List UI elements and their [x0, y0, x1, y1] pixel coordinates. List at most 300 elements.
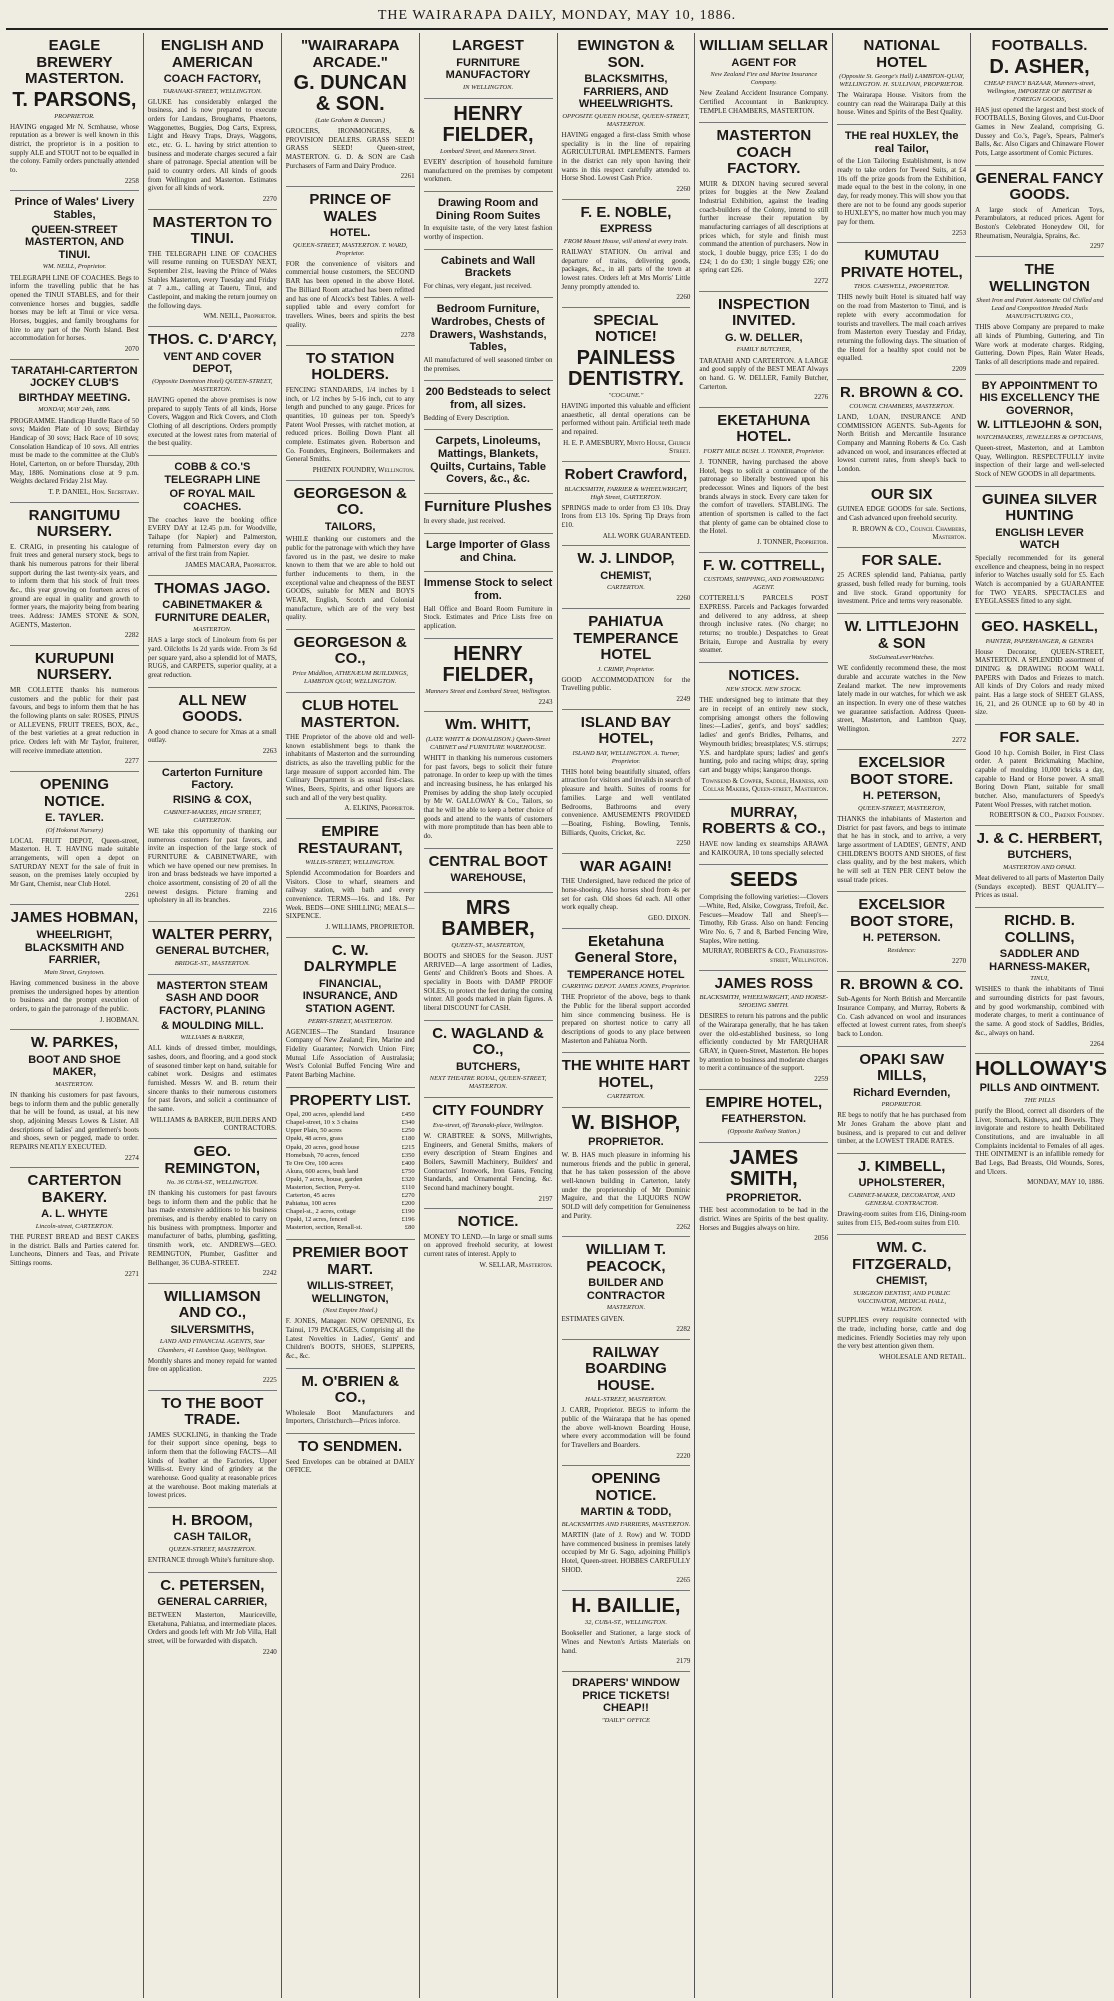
- advert-heading: JAMES SMITH,: [729, 1146, 799, 1190]
- advert-signature: GEO. DIXON.: [648, 914, 691, 923]
- advert-signature: R. BROWN & CO., Council Chambers, Masterton.: [852, 524, 967, 542]
- advert-body: PROGRAMME. Handicap Hurdle Race of 50 sovs; Maiden Plate of 10 sovs; Birthday Handicap of 30 sovs; Hack Race of 10 sovs; Consolation Handicap of 10 sovs. All entries must be made to the committee at the Club's Hotel, Carterton, on or before Thursday, 20th May, 1886. Nominations close at 9 p.m. Weights declared Friday 21st May.: [10, 416, 139, 486]
- advert-heading: OPENING NOTICE.: [39, 776, 110, 810]
- advert-subheading: Residence:: [887, 946, 916, 954]
- advert-signature: W. SELLAR, Masterton.: [479, 1260, 553, 1269]
- advertisement: [975, 257, 1104, 375]
- advert-heading: Immense Stock to select from.: [423, 577, 553, 602]
- property-row: [286, 1160, 415, 1168]
- advert-subheading: BLACKSMITH, WHEELWRIGHT, AND HORSE-SHOEING SMITH.: [699, 994, 829, 1010]
- advert-body: WISHES to thank the inhabitants of Tinui and surrounding districts for past favours, and by good workmanship, combined with moderate charges, to merit a continuance of the same. A good stock of Saddles, Bridles, &c., always on hand.: [975, 985, 1104, 1037]
- property-description: Opaki, 7 acres, house, garden: [285, 1175, 363, 1183]
- advert-body: RAILWAY STATION. On arrival and departure of trains, delivering goods, packages, &c., in all parts of the town at lowest rates. Orders left at Mrs Morris' Little Jenny promptly attended to.: [561, 247, 691, 291]
- advert-heading: 200 Bedsteads to select from, all sizes.: [425, 386, 551, 412]
- advert-subheading: Main Street, Greytown.: [44, 968, 105, 976]
- property-price: £180: [401, 1135, 415, 1143]
- column-6: [695, 33, 833, 1998]
- advert-body: GOOD ACCOMMODATION for the Travelling public.: [561, 675, 691, 693]
- advertisement: [424, 298, 553, 381]
- advert-heading: WAR AGAIN!: [579, 857, 672, 875]
- advert-heading: WALTER PERRY,: [152, 925, 273, 943]
- advert-subheading: (Of Hokonui Nursery): [45, 826, 104, 834]
- advert-signature: J. WILLIAMS, PROPRIETOR.: [325, 923, 415, 932]
- advertisement: [975, 375, 1104, 487]
- advert-subheading: (LATE WHITT & DONALDSON.) Queen-Street CABINET and FURNITURE WAREHOUSE.: [425, 735, 551, 751]
- advert-heading: H. BROOM,: [171, 1511, 253, 1529]
- advert-subheading: PAINTER, PAPERHANGER, & GENERA: [985, 637, 1094, 645]
- advert-body: MR COLLETTE thanks his numerous customers and the public for their past favours, and begs to inform them that he has the following plants on sale: ROSES, PINUS or ALLEVENS, FRUIT TREES, BOX, &c., of the best varieties at a great reduction in price. Orders left with Mr Taylor, fruiterer, will receive immediate attention.: [10, 685, 139, 755]
- advert-heading: MASTERTON STEAM SASH AND DOOR FACTORY, PLANING: [156, 979, 268, 1018]
- advertisement: [10, 191, 139, 359]
- advert-body: COTTERELL'S PARCELS POST EXPRESS. Parcels and Packages forwarded and delivered to any address, at sheep through inclusive rates. (No charge; no returns; no trouble.) Despatches to Great Britain, Europe and Australia by every steamer.: [699, 594, 829, 655]
- advert-body: HAS just opened the largest and best stock of FOOTBALLS, Boxing Gloves, and Cut-Door Games in New Zealand, comprising G. Dussey and Co.'s, Page's, Spears, Palmer's Balls, &c. Also Cigars and Chinaware Flower Pots, Large assortment of Comic Pictures.: [975, 105, 1104, 157]
- advert-signature: 2261: [400, 172, 415, 181]
- advert-signature: ALL WORK GUARANTEED.: [602, 531, 691, 540]
- advert-heading: BY APPOINTMENT TO HIS EXCELLENCY THE GOVERNOR,: [979, 379, 1100, 417]
- advert-heading: MRS BAMBER,: [441, 896, 535, 940]
- advertisement: [10, 772, 139, 905]
- property-row: [286, 1168, 415, 1176]
- advert-signature: 2260: [676, 594, 691, 603]
- advert-body: GUINEA EDGE GOODS for sale. Sections, and Cash advanced upon freehold security.: [837, 505, 967, 522]
- advertisement: [148, 456, 277, 576]
- property-row: [286, 1208, 415, 1216]
- advert-body: MONEY TO LEND.—In large or small sums on approved freehold security, at lowest current rates of interest. Apply to: [423, 1232, 553, 1259]
- advert-title: A. L. WHYTE: [41, 1208, 108, 1221]
- advertisement: [286, 1369, 415, 1434]
- property-price: £270: [401, 1191, 415, 1199]
- advert-heading: SPECIAL NOTICE!: [593, 311, 659, 346]
- advert-signature: T. P. DANIEL, Hon. Secretary.: [48, 487, 139, 496]
- advert-subheading: Lombard Street, and Manners Street.: [440, 147, 537, 155]
- advertisement: [562, 1108, 691, 1237]
- advert-title: H. PETERSON.: [862, 932, 941, 945]
- advert-heading: RANGITUMU NURSERY.: [28, 506, 121, 541]
- advertisement: [286, 1434, 415, 1482]
- property-row: [286, 1144, 415, 1152]
- advert-body: F. JONES, Manager. NOW OPENING, Ex Tainui, 179 PACKAGES, Comprising all the Latest Novelties in Ladies', Gents' and Children's BOOTS, SHOES, SLIPPERS, &c., &c.: [285, 1317, 415, 1361]
- advertisement: [286, 938, 415, 1088]
- advertisement: [837, 750, 966, 892]
- advert-signature: 2272: [814, 277, 829, 286]
- advertisement: [148, 327, 277, 456]
- advert-body: BOOTS and SHOES for the Season. JUST ARRIVED—A large assortment of Ladies, Gents' and Children's Boots and Shoes. A speciality in Boots with DAMP PROOF SOLES, to protect the feet during the coming winter. All goods marked in plain figures. A liberal DISCOUNT for CASH.: [423, 951, 553, 1012]
- advert-subheading: Lincoln-street, CARTERTON.: [35, 1223, 114, 1231]
- advert-body: IN thanking his customers for past favours begs to inform them and the public that he has made extensive additions to his business premises, and is thereby enabled to carry on his business with promptness. Importer and manufacturer of baths, plumbing, gasfitting, tinsmith work, etc. ANDREWS—GEO. REMINGTON, Plumber, Gasfitter and Bellhanger, 36 CUBA-STREET.: [147, 1189, 277, 1267]
- advertisement: [837, 972, 966, 1047]
- advert-body: BETWEEN Masterton, Mauriceville, Eketahuna, Pahiatua, and intermediate places. Orders and goods left with Mr Job Villa, Hall street, will be forwarded with dispatch.: [147, 1610, 277, 1645]
- property-description: Te Ore Ore, 100 acres: [285, 1159, 343, 1167]
- advert-body: HAS a large stock of Linoleum from 6s per yard. Oilcloths 1s 2d yards wide. From 3s 6d per square yard, also a splendid lot of MATS, RUGS, and CARPETS, superior quality, at a great reduction.: [147, 636, 277, 680]
- advert-heading: F. E. NOBLE,: [580, 203, 672, 221]
- advert-subheading: CARTERTON.: [606, 1093, 645, 1101]
- advertisement: [975, 908, 1104, 1054]
- advert-title: & MOULDING MILL.: [160, 1019, 264, 1032]
- advert-title: PROPRIETOR.: [726, 1191, 802, 1204]
- advert-heading: GENERAL FANCY GOODS.: [975, 169, 1104, 204]
- advert-body: WE confidently recommend these, the most durable and accurate watches in the New Zealand market. The new improvements lately made in our watches, for which we ask an inspection. In every one of these watches we guarantee satisfaction. Address Queen-street, Masterton, and Lambton Quay, Wellington.: [837, 664, 967, 733]
- advert-signature: JAMES MACARA, Proprietor.: [185, 560, 277, 569]
- advert-heading: THE real HUXLEY, the real Tailor,: [844, 130, 959, 155]
- advertisement: [10, 360, 139, 503]
- advert-heading: "WAIRARAPA ARCADE.": [300, 37, 400, 71]
- advert-heading: Wm. WHITT,: [445, 716, 531, 734]
- advertisement: [699, 553, 828, 663]
- advert-signature: 2216: [262, 906, 277, 915]
- property-price: £190: [401, 1207, 415, 1215]
- advert-title: G. W. DELLER,: [725, 331, 803, 344]
- advert-heading: CLUB HOTEL MASTERTON.: [300, 697, 400, 731]
- advertisement: [562, 546, 691, 609]
- advert-signature: Townsend & Cowper, Saddle, Harness, and Collar Makers, Queen-street, Masterton.: [701, 776, 829, 794]
- advertisement: [562, 1053, 691, 1108]
- advert-heading: OPENING NOTICE.: [591, 1470, 661, 1504]
- advert-heading: COBB & CO.'S TELEGRAPH LINE: [164, 461, 261, 486]
- advert-signature: 2271: [124, 1269, 139, 1278]
- advert-body: J. CARR, Proprietor. BEGS to inform the public of the Wairarapa that he has opened the above well-known Boarding House, where every accommodation will be found for Travellers and Boarders.: [561, 1406, 691, 1450]
- advertisement: [286, 1088, 415, 1240]
- advert-heading: OPAKI SAW MILLS,: [859, 1050, 945, 1085]
- advertisement: [424, 1098, 553, 1209]
- advert-title: RISING & COX,: [172, 794, 252, 807]
- advert-signature: ROBERTSON & CO., Phœnix Foundry.: [989, 811, 1104, 820]
- advert-body: FENCING STANDARDS, 1/4 inches by 1 inch, or 1/2 inches by 5-16 inch, cut to any length and punched to any gauge. Prices for quantities, 10 guineas per ton. Speedy's Patent Wool Presses, with ratchet motion, at reduced prices. Boiling Down Plant all complete. Estimates given. Robertson and Co. Founders, Engineers, Boilermakers and General Smiths.: [285, 385, 415, 464]
- advert-body: New Zealand Accident Insurance Company. Certified Accountant in Bankruptcy. TEMPLE CHAMBERS, MASTERTON.: [699, 89, 829, 115]
- advert-signature: 2070: [124, 344, 139, 353]
- property-price: £250: [401, 1127, 415, 1135]
- advert-title: VENT AND COVER DEPOT,: [163, 350, 262, 376]
- property-row: [286, 1200, 415, 1208]
- advert-heading: EXCELSIOR BOOT STORE.: [850, 754, 954, 788]
- property-price: £200: [401, 1199, 415, 1207]
- advert-signature: A. ELKINS, Proprietor.: [344, 804, 415, 813]
- advert-subheading: CARTERTON.: [606, 584, 645, 592]
- advert-subheading: ISLAND BAY, WELLINGTON. A. Turner, Proprietor.: [572, 749, 680, 765]
- column-2: [144, 33, 282, 1998]
- advert-signature: MONDAY, MAY 10, 1886.: [1027, 1178, 1104, 1187]
- advert-signature: 2258: [124, 176, 139, 185]
- advert-body: JAMES SUCKLING, in thanking the Trade for their support since opening, begs to inform them that the following FACTS—All kinds of leather at the Factories, Upper Willis-st. Every kind of grindery at the warehouse. Good quality at reasonable prices at the warehouse. Boot making materials at lowest prices.: [147, 1430, 277, 1500]
- advertisement: [562, 1340, 691, 1467]
- advert-body: DESIRES to return his patrons and the public of the Wairarapa generally, that he has taken over the old-established business, so long efficiently conducted by Mr FARQUHAR GRAY, in Queen-Street, Masterton. He hopes by attention to business and moderate charges to merit a continuance of the support.: [699, 1012, 829, 1073]
- advert-subheading: J. CRIMP, Proprietor.: [597, 665, 655, 673]
- advert-heading: MASTERTON COACH FACTORY.: [716, 127, 812, 178]
- advertisement: [148, 688, 277, 762]
- advert-heading: C. PETERSEN,: [160, 1576, 265, 1594]
- advertisement: [562, 929, 691, 1054]
- advertisement: [286, 630, 415, 693]
- advert-title: G. DUNCAN & SON.: [293, 72, 407, 115]
- property-price: £320: [401, 1175, 415, 1183]
- column-1: [6, 33, 144, 1998]
- advert-heading: CITY FOUNDRY: [432, 1102, 544, 1120]
- advert-heading: Carpets, Linoleums, Mattings, Blankets, Quilts, Curtains, Table Covers, &c., &c.: [430, 435, 547, 486]
- advert-heading: HENRY FIELDER,: [442, 102, 534, 146]
- advert-heading: W. J. LINDOP,: [577, 550, 675, 568]
- advert-signature: 2263: [262, 747, 277, 756]
- advert-signature: J. TONNER, Proprietor.: [757, 537, 829, 546]
- advert-body: Hall Office and Board Room Furniture in Stock. Estimates and Price Lists free on application.: [423, 604, 553, 630]
- advert-body: WE take this opportunity of thanking our numerous customers for past favors, and invite an inspection of the large stock of FURNITURE & CABINETWARE, with which we have opened our new premises. In iron and brass bedsteads we have imported a choice assortment, consisting of 20 of all the newest designs. Picture framing and upholstery in all its branches.: [147, 826, 277, 905]
- advert-signature: 2225: [262, 1375, 277, 1384]
- advert-body: TARATAHI AND CARTERTON. A LARGE and good supply of the BEST MEAT Always on hand. G. W. DELLER, Family Butcher, Carterton.: [699, 356, 829, 391]
- advert-signature: MURRAY, ROBERTS & CO., Featherston-street, Wellington.: [702, 947, 829, 964]
- advert-signature: WILLIAMS & BARKER, BUILDERS AND CONTRACTORS.: [150, 1115, 277, 1133]
- advert-heading: JAMES HOBMAN,: [10, 909, 139, 927]
- advertisement: [975, 487, 1104, 614]
- advert-body: Queen-street, Masterton, and at Lambton Quay, Wellington. RESPECTFULLY invite inspection of their large and well-selected Stock of NEW GOODS in all departments.: [975, 444, 1104, 479]
- property-description: Carterton, 45 acres: [285, 1191, 336, 1199]
- advert-body: W. B. HAS much pleasure in informing his numerous friends and the public in general, that he has taken possession of the above well-known building in Carterton, lately under the proprietorship of Mr Dominic Maguire, and that the LIQUORS NOW SOLD will defy competition for Genuineness and Purity.: [561, 1151, 691, 1220]
- advert-heading: EWINGTON & SON.: [577, 37, 675, 71]
- advertisement: [10, 1168, 139, 1283]
- advert-subheading: CUSTOMS, SHIPPING, AND FORWARDING AGENT.: [703, 576, 825, 592]
- advert-body: House Decorator, QUEEN-STREET, MASTERTON. A SPLENDID assortment of DINING & DRAWING ROOM WALL PAPERS with Dados and Friezes to match. All kinds of Dry Colors and ready mixed paint. Has a large stock of SHEET GLASS, 16, 21, and 26 OUNCE up to 60 by 40 in size.: [975, 647, 1104, 717]
- advert-heading: GEORGESON & CO.: [293, 484, 407, 519]
- advertisement: [837, 380, 966, 482]
- advert-title: WHEELRIGHT, BLACKSMITH AND FARRIER,: [24, 928, 125, 967]
- advert-body: THE Proprietor of the above old and well-known establishment begs to thank the inhabitants of Masterton and the surrounding districts, as also the travelling public for the large measure of support accorded him. The Culinary Department is as usual first-class. Wines, Beers, Spirits, and other liquors are such and all of the very best quality.: [285, 733, 415, 802]
- advert-heading: ENGLISH AND AMERICAN: [160, 37, 264, 71]
- advert-body: W. CRABTREE & SONS, Millwrights, Engineers, and General Smiths, makers of every description of Steam Engines and Boilers, Sawmill Machinery, Builders' and Contractors' Ironwork, Iron Gates, Fencing Standards, and Ornamental Fencing, &c. Second hand machinery bought.: [423, 1131, 553, 1192]
- advertisement: [148, 576, 277, 688]
- advertisement: [699, 800, 828, 865]
- advert-body: ESTIMATES GIVEN.: [561, 1314, 625, 1323]
- advert-columns: [6, 33, 1108, 1998]
- advert-heading: J. KIMBELL,: [857, 1157, 946, 1175]
- advert-title: BUTCHERS,: [1007, 849, 1072, 862]
- advert-subheading: IN WELLINGTON.: [463, 83, 514, 91]
- advert-body: WHILE thanking our customers and the public for the patronage with which they have favored us in the past, we desire to make known to them that we are able to hold out further inducements to them, in the exceptional value and cheapness of the BEST GOODS, suitable for MEN and BOYS WEAR, English, Scotch and Colonial manufacture, which are of the very best quality.: [285, 535, 415, 622]
- advert-title: CASH TAILOR,: [173, 1531, 252, 1544]
- advert-heading: Bedroom Furniture, Wardrobes, Chests of Drawers, Washstands, Tables,: [429, 303, 547, 354]
- advert-subheading: HALL-STREET, MASTERTON.: [585, 1396, 667, 1404]
- advert-signature: 2274: [124, 1153, 139, 1162]
- advertisement: [286, 33, 415, 187]
- advert-heading: C. WAGLAND & CO.,: [432, 1024, 544, 1059]
- advertisement: [424, 1021, 553, 1099]
- advertisement: [562, 1466, 691, 1591]
- advert-heading: KUMUTAU PRIVATE HOTEL,: [840, 247, 963, 281]
- advert-body: ENTRANCE through White's furniture shop.: [147, 1556, 275, 1565]
- advertisement: [562, 1672, 691, 1731]
- advertisement: [10, 905, 139, 1030]
- advert-title: COACH FACTORY,: [163, 73, 261, 85]
- advert-heading: MURRAY, ROBERTS & CO.,: [702, 803, 826, 838]
- advert-title: SILVERSMITHS,: [170, 1323, 255, 1336]
- advert-title: D. ASHER,: [989, 55, 1090, 78]
- advertisement: [699, 865, 828, 970]
- advert-subheading: FORTY MILE BUSH. J. TONNER, Proprietor.: [703, 447, 825, 455]
- advert-signature: 2262: [676, 1222, 691, 1231]
- advert-subheading: CABINET-MAKERS, HIGH STREET, CARTERTON.: [163, 808, 262, 824]
- advert-heading: THOMAS JAGO.: [154, 579, 271, 597]
- advert-body: SUPPLIES every requisite connected with the trade, including horse, cattle and dog medicines. Friendly Societies may rely upon the very best attention given them.: [837, 1316, 967, 1351]
- advert-title: MARTIN & TODD,: [580, 1506, 672, 1519]
- property-description: Opal, 200 acres, splendid land: [285, 1111, 365, 1119]
- advert-body: ALL kinds of dressed timber, mouldings, sashes, doors, and flooring, and a good stock of seasoned timber kept on hand, suitable for cabinet work. Designs and estimates furnished. Messrs W. and B. return their sincere thanks to their numerous customers for past favors, and solicit a continuance of the same.: [147, 1044, 277, 1114]
- advert-signature: 2249: [676, 695, 691, 704]
- advert-subheading: OPPOSITE QUEEN HOUSE, QUEEN-STREET, MASTERTON.: [562, 112, 690, 128]
- advertisement: [975, 725, 1104, 826]
- advert-body: E. CRAIG, in presenting his catalogue of fruit trees and general nursery stock, begs to thank his numerous patrons for their liberal support during the last twenty-six years, and to inform them that his stock of fruit trees &c., this year growing on fourteen acres of ground are equal in quality and growth to former years, the majority being from bearing trees. Address: JAMES STONE & SON, AGENTS, Masterton.: [10, 542, 139, 629]
- property-price: £400: [401, 1159, 415, 1167]
- advert-heading: R. BROWN & CO.: [840, 975, 964, 993]
- advertisement: [699, 408, 828, 553]
- advertisement: [699, 1143, 828, 1248]
- advert-heading: MASTERTON TO TINUI.: [152, 213, 273, 248]
- property-description: Homebush, 70 acres, fenced: [285, 1151, 360, 1159]
- advert-body: THE Proprietor of the above, begs to thank the Public for the liberal support accorded him since commencing business. He is prepared on shortest notice to carry all descriptions of goods to any place between Masterton and Pahiatua North.: [561, 993, 691, 1045]
- advert-body: THE PUREST BREAD and BEST CAKES in the district. Balls and Parties catered for. Luncheons, Dinners and Teas, and Private Sittings rooms.: [10, 1233, 139, 1268]
- advertisement: [562, 308, 691, 462]
- advertisement: [837, 33, 966, 125]
- advert-body: Specially recommended for its general excellence and cheapness, being in no respect inferior to Watches usually sold for £5. Each Watch is accompanied by a GUARANTEE for TWO YEARS. SPECTACLES and EYEGLASSES fitted to any sight.: [975, 554, 1104, 606]
- advert-heading: EMPIRE RESTAURANT,: [297, 823, 403, 857]
- property-price: £196: [401, 1215, 415, 1223]
- advertisement: [10, 503, 139, 646]
- advertisement: [424, 430, 553, 494]
- advert-body: MARTIN (late of J. Row) and W. TODD have commenced business in premises lately occupied by Mr G. Sago, adjoining Phillip's Hotel, Queen-street. HOBBES CAREFULLY SHOD.: [561, 1531, 691, 1574]
- advert-subheading: THOS. CARSWELL, PROPRIETOR.: [853, 283, 950, 291]
- advert-body: Bookseller and Stationer, a large stock of Wines and Newton's Artists Materials on hand.: [561, 1629, 691, 1655]
- advert-heading: Large Importer of Glass and China.: [426, 539, 551, 564]
- advert-subheading: (Late Graham & Duncan.): [315, 117, 386, 124]
- advert-heading: W. PARKES,: [30, 1034, 119, 1052]
- advert-subheading: CARRYING DEPOT. JAMES JONES, Proprietor.: [561, 983, 691, 991]
- advert-heading: FOR SALE.: [861, 551, 942, 569]
- advert-subheading: TINUI,: [1030, 975, 1049, 983]
- advert-subheading: TARANAKI-STREET, WELLINGTON.: [162, 87, 262, 95]
- advert-signature: 2243: [538, 697, 553, 706]
- advert-heading: LARGEST: [452, 37, 524, 54]
- property-row: [286, 1176, 415, 1184]
- advert-title: BIRTHDAY MEETING.: [18, 391, 131, 404]
- advert-body: SPRINGS made to order from £3 10s. Dray Irons from £13 10s. Spring Tip Drays from £10.: [561, 503, 691, 529]
- advert-signature: 2220: [676, 1451, 691, 1460]
- advert-subheading: SURGEON DENTIST, AND PUBLIC VACCINATOR, MEDICAL HALL, WELLINGTON.: [853, 1290, 951, 1314]
- advert-body: THE Undersigned, have reduced the price of horse-shoeing. Also horses shod from 4s per set for cash. Old shoes 6d each. All other work equally cheap.: [561, 877, 691, 912]
- advertisement: [286, 1240, 415, 1369]
- advert-heading: HENRY FIELDER,: [442, 642, 534, 686]
- advert-subheading: MASTERTON.: [55, 1081, 94, 1088]
- advert-heading: GEO. REMINGTON,: [164, 1143, 261, 1177]
- property-price: £750: [401, 1167, 415, 1175]
- advert-signature: 2240: [262, 1647, 277, 1656]
- advert-heading: TO STATION HOLDERS.: [306, 349, 395, 384]
- advert-subheading: LAND AND FINANCIAL AGENTS, Star Chambers, 41 Lambton Quay, Wellington.: [157, 1338, 267, 1354]
- advert-heading: EMPIRE HOTEL,: [705, 1093, 823, 1111]
- column-5: [558, 33, 696, 1998]
- advert-subheading: PROPRIETOR.: [54, 112, 95, 120]
- advert-body: HAVING engaged a first-class Smith whose speciality is in the line of repairing AGRICULTURAL IMPLEMENTS. Farmers in the district can rely upon having their wants in this respect carefully attended to. Horse Shod. Lowest Cash Price.: [561, 131, 691, 183]
- advertisement: [148, 975, 277, 1139]
- advert-heading: RAILWAY BOARDING HOUSE.: [585, 1343, 667, 1394]
- advertisement: [975, 166, 1104, 257]
- advertisement: [837, 614, 966, 750]
- property-description: Akura, 600 acres, bush land: [285, 1167, 359, 1175]
- advert-title: HOTEL.: [330, 227, 371, 240]
- advert-signature: 2282: [124, 631, 139, 640]
- advertisement: [975, 1054, 1107, 1192]
- advert-title: WILLIS-STREET, WELLINGTON,: [307, 1280, 394, 1305]
- column-4: [420, 33, 558, 1998]
- property-description: Opaki, 12 acres, fenced: [285, 1215, 347, 1223]
- advert-heading: NOTICE.: [457, 1213, 519, 1231]
- advert-body: HAVING opened the above premises is now prepared to supply Tents of all kinds, Horse Covers, Waggon and Rick Covers, and Cloth Clothing of all descriptions. Orders promptly executed at the lowest rates from material of the best quality.: [147, 396, 277, 448]
- advertisement: [148, 762, 277, 922]
- advert-body: Comprising the following varieties:—Clovers—White, Red, Alsike, Cowgrass, Trefoil, &c. Fescues—Meadow Tall and Sheep's—Timothy, Rib Grass. Also on hand: Fencing Wire No. 6, 7 and 8, Barbed Fencing Wire, Staples, Wire netting.: [699, 893, 829, 945]
- advert-title: BUTCHERS,: [455, 1060, 521, 1073]
- advert-title: T. PARSONS,: [12, 88, 137, 111]
- advertisement: [424, 1209, 553, 1274]
- advert-signature: 2272: [952, 735, 967, 744]
- advert-signature: 2209: [952, 364, 967, 373]
- advertisement: [424, 192, 553, 250]
- advert-signature: 2264: [1090, 1039, 1104, 1048]
- column-7: [833, 33, 971, 1998]
- property-price: £110: [401, 1183, 415, 1191]
- advert-subheading: No. 36 CUBA-ST., WELLINGTON.: [166, 1179, 258, 1187]
- advert-subheading: WM. NEILL, Proprietor.: [42, 263, 107, 271]
- advertisement: [699, 123, 828, 292]
- advert-body: In every shade, just received.: [423, 517, 506, 526]
- advert-heading: Carterton Furniture Factory.: [161, 766, 263, 792]
- advert-signature: 2277: [124, 757, 139, 766]
- advert-signature: H. E. P. AMESBURY, Minto House, Church Street.: [563, 438, 691, 456]
- advert-subheading: (Opposite Railway Station.): [727, 1127, 801, 1135]
- advert-title: PAINLESS DENTISTRY.: [567, 346, 684, 390]
- advert-body: HAVING imported this valuable and efficient anaesthetic, all dental operations can be performed without pain. Artificial teeth made and repaired.: [561, 401, 691, 436]
- advert-title: CHEMIST,: [876, 1275, 928, 1288]
- advertisement: [837, 482, 966, 548]
- advert-heading: NATIONAL HOTEL: [863, 37, 940, 71]
- advert-signature: J. HOBMAN.: [99, 1015, 139, 1024]
- advert-body: All manufactured of well seasoned timber on the premises.: [423, 356, 553, 373]
- advert-heading: WILLIAM SELLAR: [699, 37, 828, 54]
- advert-body: Having commenced business in the above premises the undersigned hopes by attention to business and the prompt execution of orders, to gain the patronage of the public.: [10, 978, 139, 1013]
- advertisement: [424, 893, 553, 1021]
- advert-subheading: PROPRIETOR.: [881, 1101, 922, 1109]
- property-list: [286, 1111, 415, 1232]
- property-description: Pahiatua, 100 acres: [285, 1199, 337, 1207]
- advert-signature: 2282: [676, 1325, 691, 1334]
- advert-heading: PAHIATUA TEMPERANCE HOTEL: [573, 613, 679, 664]
- advert-body: THE best accommodation to be had in the district. Wines are Spirits of the best quality. Horses and Buggies always on hire.: [699, 1206, 829, 1232]
- advertisement: [975, 826, 1104, 908]
- advert-body: THE undersigned beg to intimate that they are in receipt of an entirely new stock, comprising amongst others the following lines:—Ladies', gent's, and boys' saddles; ladies' and gent's Bridles, Pelhams, and Weymouth bridles; breastplates; V.S. stirrups; Y.S. and hardplate spurs; ladies' and gent's hunting, polo and racing whips; dray, spring cart and buggy whips; kangaroo thongs.: [699, 696, 829, 774]
- advert-heading: EXCELSIOR BOOT STORE,: [850, 896, 954, 930]
- advertisement: [424, 381, 553, 430]
- property-description: Upper Plain, 50 acres: [285, 1127, 342, 1135]
- advert-heading: Eketahuna General Store,: [574, 932, 678, 967]
- property-row: [286, 1135, 415, 1143]
- advert-title: BOOT AND SHOE MAKER,: [28, 1053, 121, 1079]
- advert-body: IN thanking his customers for past favours, begs to inform them and the public generally that he will be found, as usual, at his new shop, adjoining Messrs Lowes & Lister. All descriptions of ladies' and gentlemen's boots and shoes, sewn or pegged, made to order. REPAIRS NEATLY EXECUTED.: [10, 1091, 139, 1152]
- advertisement: [837, 548, 966, 614]
- advert-heading: CENTRAL BOOT: [428, 852, 548, 870]
- advert-heading: GEORGESON & CO.,: [293, 633, 407, 668]
- advert-heading: F. W. COTTRELL,: [702, 556, 825, 574]
- advert-body: FOR the convenience of visitors and commercial house customers, the SECOND BAR has been opened in the above Hotel. The Billiard Room attached has been refitted and has one of Alcock's best Tables. A well-supplied table and every comfort for travellers. Wines, beers and spirits the best quality.: [285, 259, 415, 329]
- column-8: [971, 33, 1108, 1998]
- advertisement: [286, 693, 415, 819]
- advert-subheading: QUEEN-STREET, MASTERTON. T. WARD, Proprietor.: [292, 241, 408, 257]
- property-row: [286, 1192, 415, 1200]
- advert-title: PROPRIETOR.: [588, 1136, 664, 1149]
- advert-subheading: Manners Street and Lombard Street, Wellington.: [425, 687, 551, 695]
- advert-title: TAILORS,: [324, 520, 376, 533]
